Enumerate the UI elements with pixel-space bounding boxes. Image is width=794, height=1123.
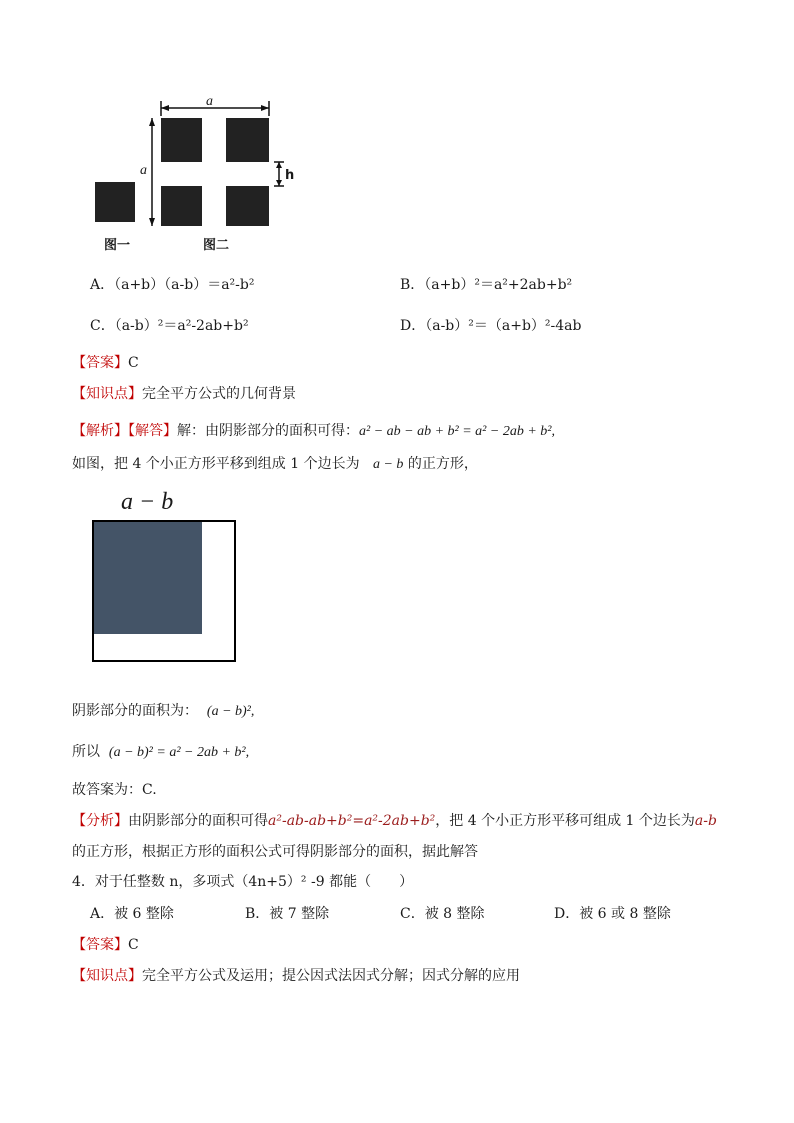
fenxi-line-1	[72, 810, 717, 830]
q4-option-b: B．被 7 整除	[245, 906, 330, 922]
analysis-formula: a² − ab − ab + b² = a² − 2ab + b²,	[359, 424, 555, 439]
figure1-square	[95, 182, 135, 222]
fenxi-tag: 【分析】	[72, 813, 128, 829]
option-b: B．（a+b）²＝a²+2ab+b²	[400, 277, 573, 293]
fenxi-text-2: ，把 4 个小正方形平移可组成 1 个边长为	[435, 813, 695, 829]
q4-option-c: C．被 8 整除	[400, 906, 485, 922]
final-answer-line: 故答案为：C.	[72, 782, 157, 798]
q4-option-a: A．被 6 整除	[90, 906, 174, 922]
shadow-area-line	[72, 700, 254, 720]
so-text: 所以	[72, 744, 100, 760]
option-c: C．（a-b）²＝a²-2ab+b²	[90, 318, 249, 334]
figure-caption-1: 图一	[104, 238, 131, 253]
move-line	[72, 453, 478, 473]
q4-answer-line	[72, 934, 139, 954]
move-text-2: 的正方形，	[407, 456, 478, 472]
q4-answer-tag: 【答案】	[72, 937, 128, 953]
fenxi-formula-1: a²-ab-ab+b²=a²-2ab+b²	[268, 813, 436, 829]
shadow-area-formula: (a − b)²,	[206, 704, 255, 719]
move-formula: a − b	[372, 457, 404, 472]
q4-knowledge-value: 完全平方公式及运用；提公因式法因式分解；因式分解的应用	[142, 968, 520, 984]
figure-label-a-left: a	[140, 163, 147, 178]
q4-knowledge-line	[72, 965, 520, 985]
q4-stem: 4．对于任整数 n，多项式（4n+5）² -9 都能（ ）	[72, 874, 414, 890]
knowledge-line	[72, 383, 296, 403]
figure-caption-2: 图二	[203, 238, 230, 253]
analysis-text: 解：由阴影部分的面积可得：	[177, 423, 359, 439]
geometry-figure	[88, 96, 308, 256]
fenxi-line-2: 的正方形，根据正方形的面积公式可得阴影部分的面积，据此解答	[72, 844, 478, 860]
figure-label-h: h	[285, 168, 295, 183]
answer-tag: 【答案】	[72, 355, 128, 371]
q4-option-d: D．被 6 或 8 整除	[554, 906, 671, 922]
so-formula: (a − b)² = a² − 2ab + b²,	[108, 745, 250, 760]
figure-label-a-top: a	[206, 94, 213, 109]
q4-answer-value: C	[128, 937, 139, 953]
fenxi-formula-2: a-b	[694, 813, 717, 829]
knowledge-tag: 【知识点】	[72, 386, 142, 402]
move-text-1: 如图，把 4 个小正方形平移到组成 1 个边长为	[72, 456, 360, 472]
square-diagram	[92, 520, 238, 664]
analysis-tag: 【解析】【解答】	[72, 423, 177, 439]
analysis-line	[72, 420, 555, 440]
option-a: A．（a+b）（a-b）＝a²-b²	[90, 277, 255, 293]
option-d: D．（a-b）²＝（a+b）²-4ab	[400, 318, 582, 334]
q4-knowledge-tag: 【知识点】	[72, 968, 142, 984]
square-side-label: a − b	[121, 489, 174, 515]
answer-line	[72, 352, 139, 372]
knowledge-value: 完全平方公式的几何背景	[142, 386, 296, 402]
so-line	[72, 741, 249, 761]
fenxi-text-1: 由阴影部分的面积可得	[128, 813, 268, 829]
answer-value: C	[128, 355, 139, 371]
shadow-area-text: 阴影部分的面积为：	[72, 703, 198, 719]
